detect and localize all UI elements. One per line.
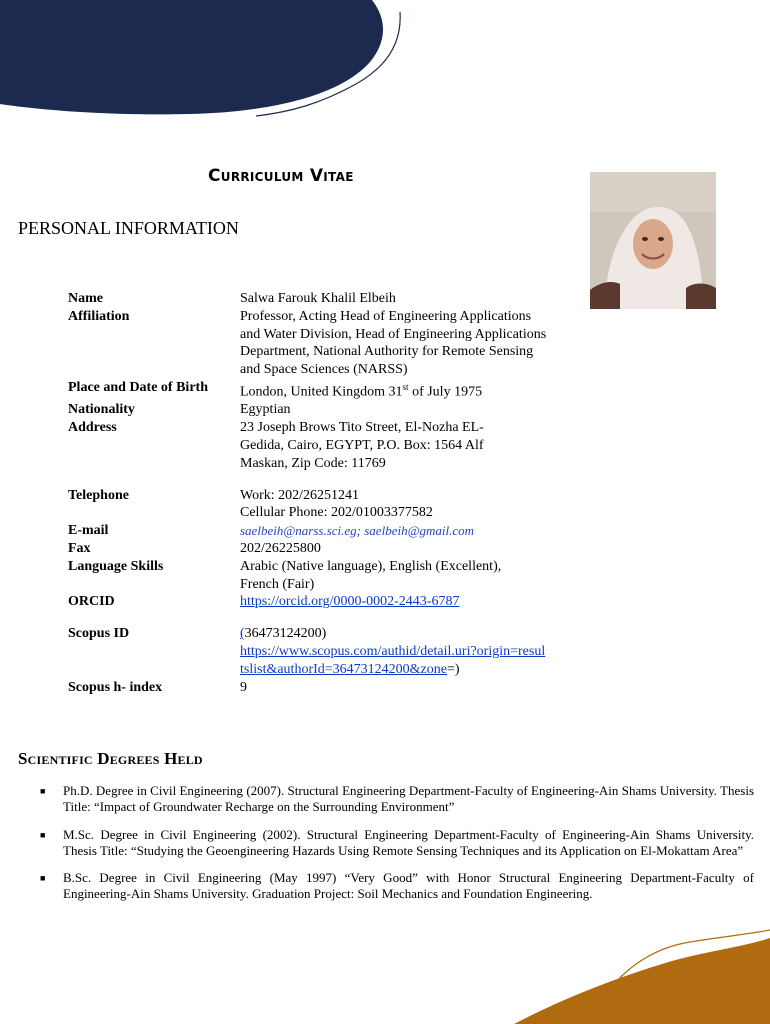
nationality-row (68, 401, 552, 419)
telephone-label: Telephone (68, 487, 129, 503)
scopus-profile: https://www.scopus.com/authid/detail.uri?origin=resultslist&authorId=36473124200&zone=) (240, 644, 546, 677)
orcid-link[interactable]: https://orcid.org/0000-0002-2443-6787 (240, 594, 460, 610)
affiliation-value: Professor, Acting Head of Engineering Applications and Water Division, Head of Engineering Applications Department, National Authority for Remote Sensing and Space Sciences (NARSS) (240, 308, 547, 378)
degrees-heading: Scientific Degrees Held (18, 749, 203, 768)
page-title: Curriculum Vitae (208, 166, 354, 186)
list-item: ■ Ph.D. Degree in Civil Engineering (2007). Structural Engineering Department-Faculty of Engineering-Ain Shams University. Thesis Title: “Impact of Groundwater Recharge on the Surrounding Environment” (40, 783, 754, 815)
hindex-label: Scopus h- index (68, 679, 163, 695)
telephone-row (68, 487, 552, 523)
list-item: ■ M.Sc. Degree in Civil Engineering (2002). Structural Engineering Department-Faculty of Engineering-Ain Shams University. Thesis Title: “Studying the Geoengineering Hazards Using Remote Sensing Techniques and its Application on El-Mokattam Area” (40, 826, 754, 858)
fax-value: 202/26225800 (240, 541, 321, 557)
bottom-curve-line (590, 930, 770, 1024)
degrees-list (38, 783, 754, 914)
birth-value: London, United Kingdom 31st of July 1975 (240, 381, 483, 400)
language-row (68, 558, 552, 594)
bottom-brown-blob (514, 938, 770, 1024)
fax-label: Fax (68, 541, 91, 557)
hindex-value: 9 (240, 679, 247, 695)
affiliation-row (68, 308, 552, 379)
name-label: Name (68, 291, 103, 306)
bullet-icon: ■ (40, 786, 46, 796)
nationality-label: Nationality (68, 402, 135, 418)
top-navy-blob (0, 0, 383, 114)
orcid-label: ORCID (68, 594, 115, 610)
bullet-icon: ■ (40, 829, 46, 840)
personal-info-table (68, 290, 552, 696)
birth-label: Place and Date of Birth (68, 379, 208, 395)
portrait-photo (590, 172, 716, 309)
language-value: Arabic (Native language), English (Excellent), French (Fair) (240, 558, 502, 592)
scopus-row (68, 625, 552, 678)
name-row (68, 290, 552, 308)
telephone-work: Work: 202/26251241 (240, 487, 360, 503)
nationality-value: Egyptian (240, 402, 291, 418)
top-curve-line (256, 12, 400, 116)
hindex-row (68, 679, 552, 697)
email-link[interactable]: saelbeih@narss.sci.eg; saelbeih@gmail.com (240, 523, 475, 539)
name-value: Salwa Farouk Khalil Elbeih (240, 291, 396, 306)
address-row (68, 419, 552, 472)
scopus-label: Scopus ID (68, 626, 130, 642)
fax-row (68, 540, 552, 558)
language-label: Language Skills (68, 558, 164, 574)
affiliation-label: Affiliation (68, 308, 130, 324)
list-item: ■ B.Sc. Degree in Civil Engineering (May 1997) “Very Good” with Honor Structural Engineering Department-Faculty of Engineering-Ain Shams University. Graduation Project: Soil Mechanics and Foundation Engineering. (40, 870, 754, 902)
email-row (68, 522, 552, 540)
orcid-row (68, 593, 552, 611)
address-label: Address (68, 420, 117, 436)
personal-info-heading: PERSONAL INFORMATION (18, 218, 239, 238)
telephone-cell: Cellular Phone: 202/01003377582 (240, 505, 433, 521)
scopus-id: (36473124200) (240, 626, 327, 642)
scopus-value (240, 625, 552, 678)
address-value: 23 Joseph Brows Tito Street, El-Nozha EL-Gedida, Cairo, EGYPT, P.O. Box: 1564 Alf Maskan, Zip Code: 11769 (240, 420, 484, 471)
telephone-value (240, 487, 552, 523)
scopus-link[interactable]: https://www.scopus.com/authid/detail.uri?origin=resultslist&authorId=36473124200&zone (240, 644, 546, 677)
birth-row (68, 379, 552, 401)
email-label: E-mail (68, 523, 109, 539)
bullet-icon: ■ (40, 873, 46, 884)
